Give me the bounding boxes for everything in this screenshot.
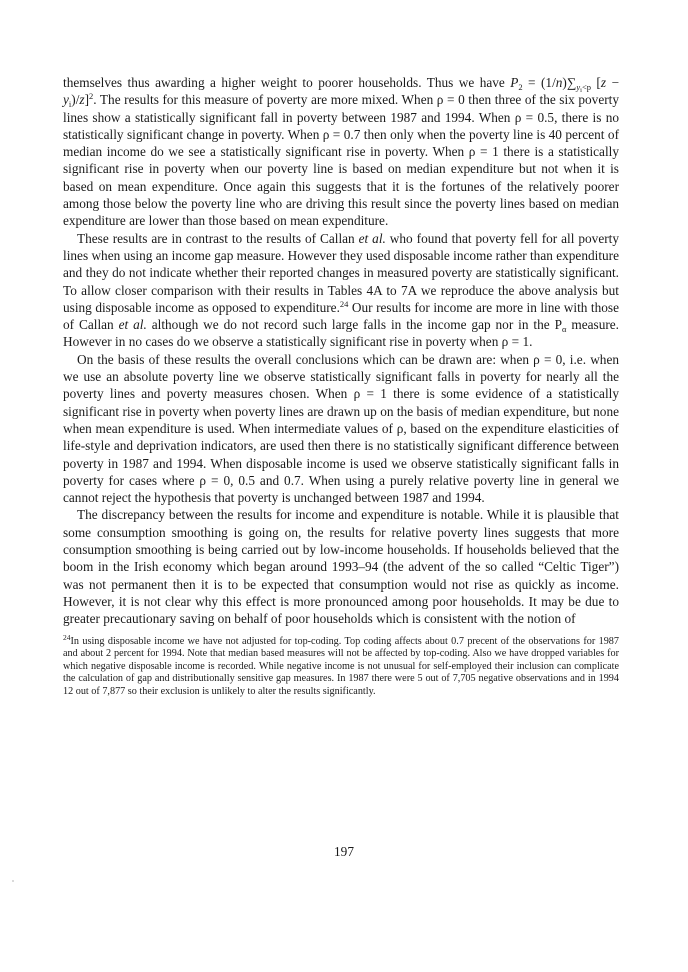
formula-p: P (510, 75, 519, 90)
paragraph-2-etal-1: et al. (358, 230, 386, 246)
p-alpha-subscript: α (562, 324, 567, 335)
paragraph-2-text-e: measure. However in no cases do we observe a statistically significant rise in poverty when ρ = 1. (63, 317, 620, 350)
formula-end: ] (84, 92, 90, 108)
formula-sum-sub-i: i (580, 87, 582, 94)
paragraph-2-text-d: although we do not record such large falls in the income gap nor in the P (146, 317, 562, 333)
footnote-ref-24[interactable]: 24 (339, 298, 349, 309)
formula-sum-subscript (576, 82, 591, 92)
footnote-number: 24 (63, 632, 71, 642)
formula-n: n (555, 75, 563, 90)
formula-bracket: [ (590, 75, 601, 90)
footnote-text: In using disposable income we have not adjusted for top-coding. Top coding affects about 0.7 precent of the observations for 1987 and about 2 percent for 1994. Note that median based measures will not be affected by top-coding. Also we have dropped variables for which negative disposable income is recorded. While negative income is not unusual for self-employed their inclusion can complicate the calculation of gap and distributionally sensitive gap measures. In 1987 there were 5 out of 7,705 negative observations and in 1994 12 out of 7,877 so their exclusion is unlikely to alter the results significantly. (63, 635, 619, 697)
formula-eq: = (1/ (522, 75, 556, 90)
paragraph-1-text-b: The results for this measure of poverty are more mixed. When ρ = 0 then three of the six poverty lines show a statistically significant fall in poverty between 1987 and 1994. When ρ = 0.5, there is no statistically significant change in poverty. When ρ = 0.7 then only when the poverty line is 40 percent of median income do we see a statistically significant rise in poverty. When ρ = 1 there is a statistically significant rise in poverty when our poverty line is based on median expenditure but not when it is based on mean expenditure. Once again this suggests that it is the fortunes of the relatively poorer among those below the poverty line who are driving this result since the poverty lines based on median expenditure are lower than those based on mean expenditure. (63, 92, 619, 229)
formula-exponent: 2 (89, 91, 94, 102)
formula-sum: ∑ (566, 75, 577, 90)
paragraph-3: On the basis of these results the overall conclusions which can be drawn are: when ρ = 0, i.e. when we use an absolute poverty line we observe statistically significant falls in poverty for nearly all the poverty lines and poverty measures chosen. When ρ = 1 there is some evidence of a statistically significant rise in poverty when poverty lines are drawn up on the basis of median expenditure, but none when mean expenditure is used. When intermediate values of ρ, based on the expenditure elasticities of life-style and deprivation indicators, are used then there is no statistically significant difference between poverty in 1987 and 1994. When disposable income is used we observe statistically significant falls in poverty for cases where ρ = 0, 0.5 and 0.7. When using a purely relative poverty line in general we cannot reject the hypothesis that poverty is unchanged between 1987 and 1994. (63, 351, 619, 506)
footnote-24 (63, 632, 619, 699)
paragraph-2-etal-2: et al. (118, 317, 147, 333)
formula-div: )/ (71, 92, 80, 108)
formula-y: y (63, 92, 69, 108)
formula-period: . (93, 92, 97, 108)
scan-speck (12, 880, 14, 882)
page-number: 197 (334, 844, 354, 859)
text-column (63, 74, 619, 709)
paragraph-2 (63, 230, 619, 351)
paragraph-2-text-b: who found that poverty fell for all poverty lines when using an income gap measure. However they used disposable income rather than expenditure and they do not indicate whether their reported changes in measured poverty are statistically significant. To allow closer comparison with their results in Tables 4A to 7A we reproduce the above analysis but using disposable income as opposed to expenditure. (63, 230, 620, 315)
paragraph-1 (63, 74, 619, 230)
formula-sum-sub-y: y (576, 82, 581, 92)
paragraph-2-text-c: Our results for income are more in line with those of Callan (63, 299, 620, 333)
formula-z1: z (600, 75, 607, 90)
paragraph-2-text-a: These results are in contrast to the results of Callan (77, 230, 359, 246)
formula-p-subscript: 2 (518, 82, 523, 92)
formula-minus: − (606, 75, 619, 90)
formula-sum-sub-rest: <p (581, 82, 591, 92)
paragraph-1-text-a: themselves thus awarding a higher weight to poorer households. Thus we have (63, 75, 511, 90)
formula-close: ) (562, 75, 567, 90)
formula-y-subscript: i (68, 99, 72, 110)
formula-z2: z (79, 92, 85, 108)
paragraph-4: The discrepancy between the results for income and expenditure is notable. While it is plausible that some consumption smoothing is going on, the results for relative poverty lines suggests that more consumption smoothing is being carried out by low-income households. If households believed that the boom in the Irish economy which began around 1993–94 (the advent of the so called “Celtic Tiger”) was not permanent then it is to be expected that consumption would not rise as quickly as income. However, it is not clear why this effect is more pronounced among poor households. It may be due to greater precautionary saving on behalf of poor households which is consistent with the notion of (63, 507, 619, 627)
